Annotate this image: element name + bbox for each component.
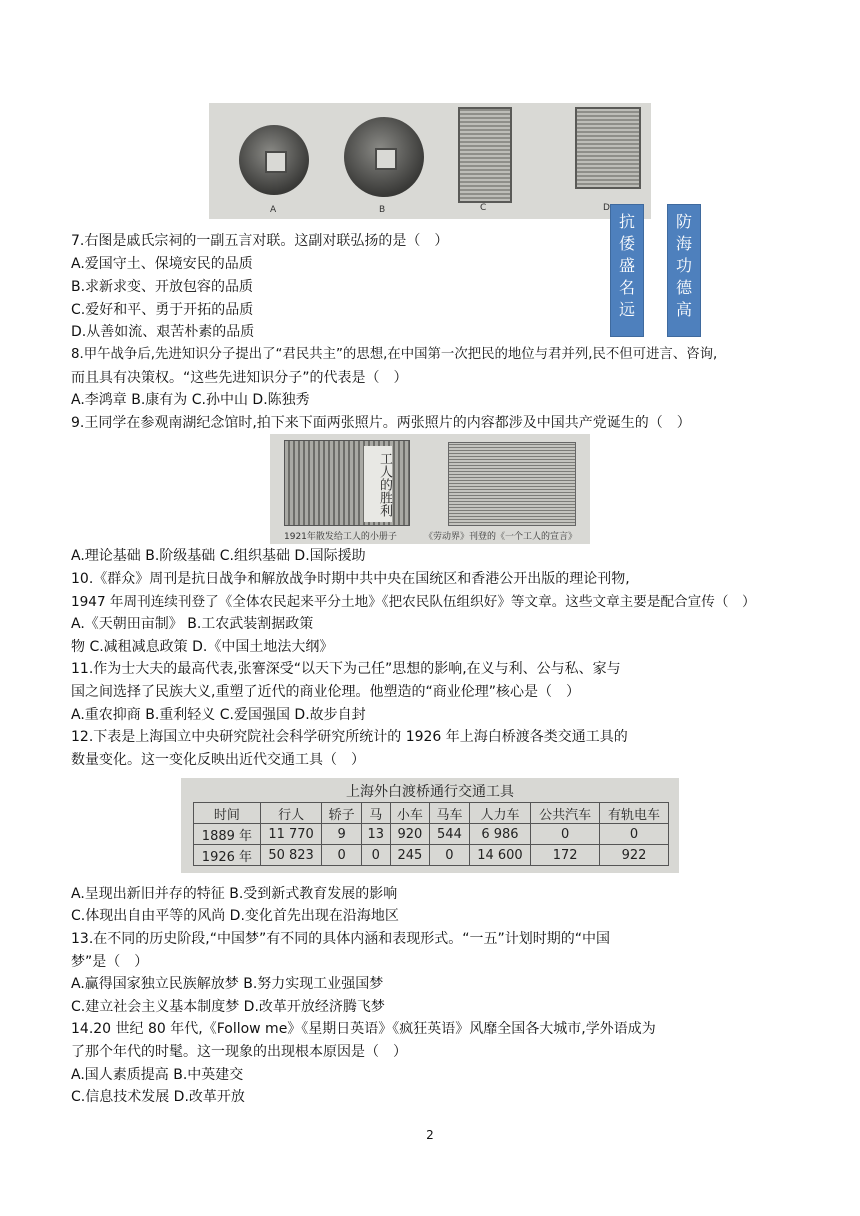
table-header-cell: 人力车 (469, 803, 531, 824)
q9-caption-right: 《劳动界》刊登的《一个工人的宣言》 (424, 532, 578, 542)
q14-stem-line1: 14.20 世纪 80 年代,《Follow me》《星期日英语》《疯狂英语》风靡全国各大城市,学外语成为 (71, 1021, 656, 1037)
table-row (194, 845, 669, 866)
q12-options-line2: C.体现出自由平等的风尚 D.变化首先出现在沿海地区 (71, 908, 399, 924)
table-header-cell: 时间 (194, 803, 261, 824)
couplet-char: 盛 (618, 256, 635, 275)
couplet-char: 功 (675, 256, 692, 275)
couplet-char: 高 (675, 300, 692, 319)
coin-a-image (239, 125, 309, 195)
q10-stem-line2: 1947 年周刊连续刊登了《全体农民起来平分土地》《把农民队伍组织好》等文章。这些文章主要是配合宣传（ ） (71, 594, 756, 610)
newspaper-photo (448, 442, 576, 526)
table-header-cell: 马车 (430, 803, 470, 824)
table-header-cell: 马 (361, 803, 390, 824)
coin-b-image (344, 117, 424, 197)
table-header-cell: 小车 (390, 803, 430, 824)
couplet-char: 德 (675, 278, 692, 297)
note-label-c: C (480, 203, 487, 213)
page-number: 2 (426, 1128, 434, 1142)
q9-stem: 9.王同学在参观南湖纪念馆时,拍下来下面两张照片。两张照片的内容都涉及中国共产党诞生的（ ） (71, 415, 691, 431)
coin-label-b: B (379, 205, 386, 215)
table-header-cell: 轿子 (322, 803, 362, 824)
q8-options: A.李鸿章 B.康有为 C.孙中山 D.陈独秀 (71, 392, 310, 408)
table-cell: 245 (390, 845, 430, 866)
q10-options-line1: A.《天朝田亩制》 B.工农武装割据政策 (71, 616, 314, 632)
q13-options-line1: A.赢得国家独立民族解放梦 B.努力实现工业强国梦 (71, 976, 384, 992)
coin-label-a: A (270, 205, 277, 215)
table-header-row (194, 803, 669, 824)
q13-stem-line2: 梦”是（ ） (71, 954, 149, 970)
q11-options: A.重农抑商 B.重利轻义 C.爱国强国 D.故步自封 (71, 707, 366, 723)
q7-option-c: C.爱好和平、勇于开拓的品质 (71, 302, 254, 318)
q9-options: A.理论基础 B.阶级基础 C.组织基础 D.国际援助 (71, 548, 366, 564)
couplet-char: 名 (618, 278, 635, 297)
couplet-right-banner (667, 204, 701, 337)
q12-stem-line1: 12.下表是上海国立中央研究院社会科学研究所统计的 1926 年上海白桥渡各类交通工具的 (71, 729, 628, 745)
table-cell: 1926 年 (194, 845, 261, 866)
q14-options-line1: A.国人素质提高 B.中英建交 (71, 1067, 244, 1083)
q7-option-b: B.求新求变、开放包容的品质 (71, 279, 254, 295)
q8-stem-line1: 8.甲午战争后,先进知识分子提出了“君民共主”的思想,在中国第一次把民的地位与君并列,民不但可进言、咨询, (71, 347, 718, 362)
q12-table-figure (181, 778, 679, 873)
coins-figure (209, 103, 651, 219)
q10-options-line2: 物 C.减租减息政策 D.《中国土地法大纲》 (71, 639, 334, 655)
table-cell: 0 (322, 845, 362, 866)
q14-options-line2: C.信息技术发展 D.改革开放 (71, 1089, 245, 1105)
table-cell: 0 (600, 824, 669, 845)
q12-options-line1: A.呈现出新旧并存的特征 B.受到新式教育发展的影响 (71, 886, 398, 902)
q10-stem-line1: 10.《群众》周刊是抗日战争和解放战争时期中共中央在国统区和香港公开出版的理论刊物, (71, 571, 630, 587)
q12-stem-line2: 数量变化。这一变化反映出近代交通工具（ ） (71, 752, 365, 768)
q12-table-title: 上海外白渡桥通行交通工具 (346, 784, 514, 800)
table-cell: 14 600 (469, 845, 531, 866)
table-cell: 50 823 (260, 845, 322, 866)
table-cell: 172 (531, 845, 600, 866)
couplet-char: 远 (618, 300, 635, 319)
q7-option-a: A.爱国守土、保境安民的品质 (71, 256, 253, 272)
couplet-char: 抗 (618, 212, 635, 231)
table-cell: 922 (600, 845, 669, 866)
pamphlet-title: 工人的胜利 (364, 446, 392, 522)
q14-stem-line2: 了那个年代的时髦。这一现象的出现根本原因是（ ） (71, 1044, 407, 1060)
q7-stem: 7.右图是戚氏宗祠的一副五言对联。这副对联弘扬的是（ ） (71, 233, 449, 249)
table-header-cell: 公共汽车 (531, 803, 600, 824)
couplet-left-banner (610, 204, 644, 337)
table-cell: 0 (531, 824, 600, 845)
q13-options-line2: C.建立社会主义基本制度梦 D.改革开放经济腾飞梦 (71, 999, 385, 1015)
q9-caption-left: 1921年散发给工人的小册子 (284, 532, 397, 542)
table-cell: 9 (322, 824, 362, 845)
q11-stem-line1: 11.作为士大夫的最高代表,张謇深受“以天下为己任”思想的影响,在义与利、公与私、家与 (71, 661, 621, 677)
note-label-d: D (603, 203, 610, 213)
table-cell: 920 (390, 824, 430, 845)
table-cell: 544 (430, 824, 470, 845)
q11-stem-line2: 国之间选择了民族大义,重塑了近代的商业伦理。他塑造的“商业伦理”核心是（ ） (71, 684, 580, 700)
table-header-cell: 有轨电车 (600, 803, 669, 824)
q8-stem-line2: 而且具有决策权。“这些先进知识分子”的代表是（ ） (71, 370, 408, 386)
couplet-char: 防 (675, 212, 692, 231)
couplet-char: 倭 (618, 234, 635, 253)
table-header-cell: 行人 (260, 803, 322, 824)
table-cell: 0 (361, 845, 390, 866)
banknote-d-image (575, 107, 641, 189)
q7-option-d: D.从善如流、艰苦朴素的品质 (71, 324, 255, 340)
q12-traffic-table (193, 802, 669, 866)
table-cell: 1889 年 (194, 824, 261, 845)
table-row (194, 824, 669, 845)
table-cell: 11 770 (260, 824, 322, 845)
q9-photos-figure (270, 434, 590, 544)
table-cell: 0 (430, 845, 470, 866)
couplet-char: 海 (675, 234, 692, 253)
banknote-c-image (458, 107, 512, 203)
q13-stem-line1: 13.在不同的历史阶段,“中国梦”有不同的具体内涵和表现形式。“一五”计划时期的“中国 (71, 931, 610, 947)
table-cell: 6 986 (469, 824, 531, 845)
table-cell: 13 (361, 824, 390, 845)
